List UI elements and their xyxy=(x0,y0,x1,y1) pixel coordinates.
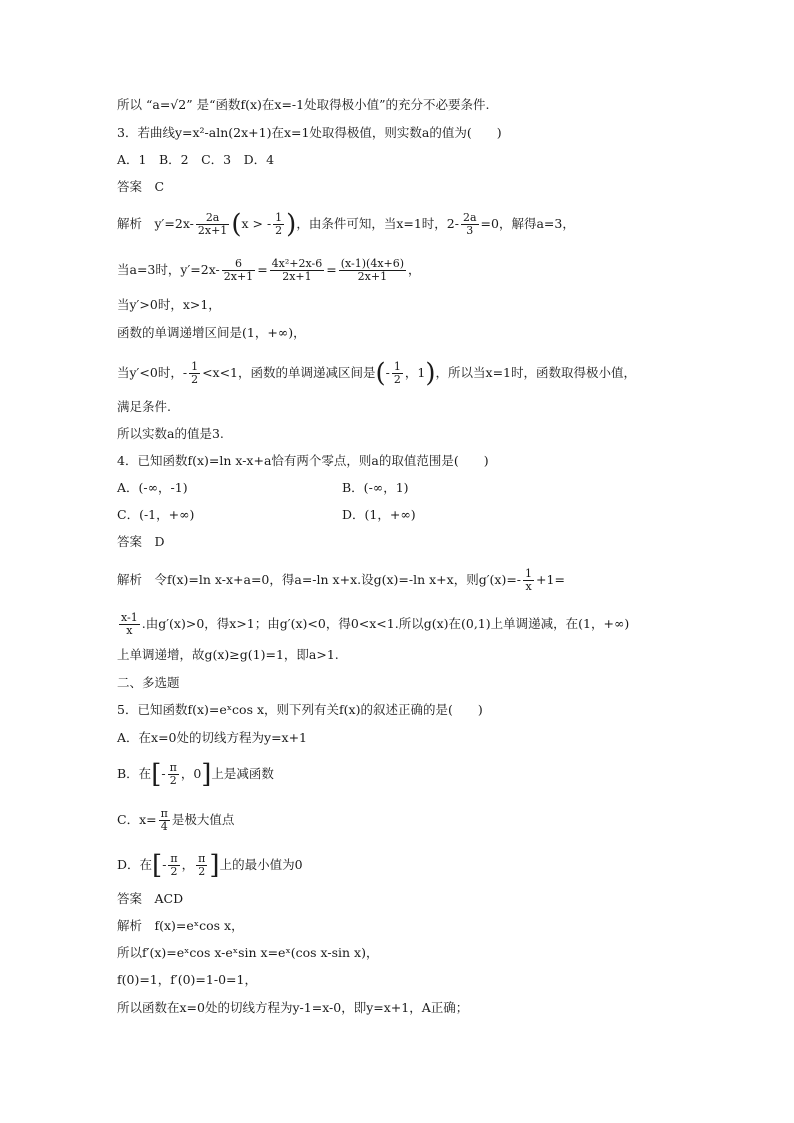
text-line: 所以实数a的值是3. xyxy=(117,426,224,441)
analysis-line: 当a=3时，y′=2x- $\frac{6}{2x+1}$ = $\frac{\text{4x²+2x-6}}{2x+1}$ = $\frac{(x-1)(4x+6)}{2x+1}$ ， xyxy=(117,257,421,283)
answer-3: 答案 C xyxy=(117,179,165,194)
analysis-line: $\frac{x-1}{x}$ .由g′(x)>0，得x>1；由g′(x)<0，得0<x<1.所以g(x)在(0,1)上单调递减，在(1，+∞) xyxy=(121,611,630,637)
text-line: 当y′>0时，x>1， xyxy=(117,297,221,312)
option-c: C．(-1，+∞) xyxy=(117,507,195,522)
text-line: 所以f′(x)=eˣcos x-eˣsin x=eˣ(cos x-sin x)， xyxy=(117,945,379,960)
option-c: C．x= $\frac{\pi}{4}$ 是极大值点 xyxy=(117,807,235,833)
text-line: 所以函数在x=0处的切线方程为y-1=x-0，即y=x+1，A正确； xyxy=(117,1000,469,1015)
options-3: A．1 B．2 C．3 D．4 xyxy=(117,152,275,167)
text-line: 所以 “a=√2” 是“函数f(x)在x=-1处取得极小值”的充分不必要条件. xyxy=(117,97,490,112)
answer-4: 答案 D xyxy=(117,534,165,549)
question-5: 5．已知函数f(x)=eˣcos x，则下列有关f(x)的叙述正确的是( ) xyxy=(117,702,483,717)
option-b: B．在[- $\frac{\pi}{2}$ ，0]上是减函数 xyxy=(117,759,274,790)
question-4: 4．已知函数f(x)=ln x-x+a恰有两个零点，则a的取值范围是( ) xyxy=(117,453,489,468)
analysis-line: 解析 y′=2x- $\frac{2a}{2x+1}$ (x > - $\frac{1}{2}$ )，由条件可知，当x=1时，2- $\frac{2a}{3}$ =0，解得a=3， xyxy=(117,209,575,240)
analysis-line: 当y′<0时，- $\frac{1}{2}$ <x<1，函数的单调递减区间是(- $\frac{1}{2}$ ，1)，所以当x=1时，函数取得极小值， xyxy=(117,358,636,389)
text-line: 满足条件. xyxy=(117,399,171,414)
option-a: A．(-∞，-1) xyxy=(117,480,188,495)
question-3: 3．若曲线y=x²-aln(2x+1)在x=1处取得极值，则实数a的值为( ) xyxy=(117,125,502,140)
option-d: D．(1，+∞) xyxy=(342,507,416,522)
analysis-line: 解析 令f(x)=ln x-x+a=0，得a=-ln x+x.设g(x)=-ln x+x，则g′(x)=- $\frac{1}{x}$ +1= xyxy=(117,567,565,593)
section-heading: 二、多选题 xyxy=(117,675,180,690)
text-line: f(0)=1，f′(0)=1-0=1， xyxy=(117,972,257,987)
option-a: A．在x=0处的切线方程为y=x+1 xyxy=(117,730,308,745)
text-line: 函数的单调递增区间是(1，+∞)， xyxy=(117,325,306,340)
option-d: D．在[- $\frac{\pi}{2}$ ， $\frac{\pi}{2}$ ]上的最小值为0 xyxy=(117,850,303,881)
text-line: 上单调递增，故g(x)≥g(1)=1，即a>1. xyxy=(117,647,339,662)
text-line: 解析 f(x)=eˣcos x， xyxy=(117,918,244,933)
answer-5: 答案 ACD xyxy=(117,891,184,906)
option-b: B．(-∞，1) xyxy=(342,480,409,495)
